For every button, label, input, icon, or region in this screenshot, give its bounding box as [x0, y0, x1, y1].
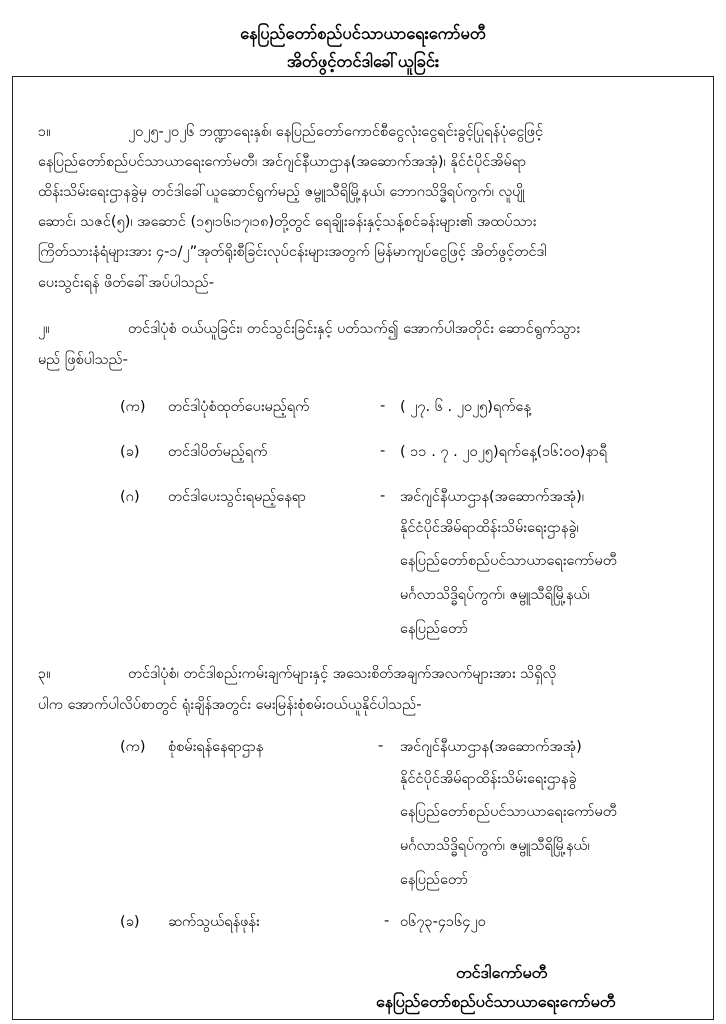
item-label: တင်ဒါပိတ်မည့်ရက် [168, 444, 268, 460]
item-value: အင်ဂျင်နီယာဌာန(အဆောက်အအုံ) [400, 739, 582, 755]
item-value: နေပြည်တော် [400, 872, 469, 888]
section-1-line: ထိန်းသိမ်းရေးဌာနခွဲမှ တင်ဒါခေါ်ယူဆောင်ရွက်မည့် ဇမ္ဗူသီရိမြို့နယ်၊ ဘောဂသိဒ္ဓိရပ်ကွက်၊ လူပျို [38, 184, 525, 200]
section-2-line: မည် ဖြစ်ပါသည်- [38, 352, 128, 368]
item-value: နေပြည်တော်စည်ပင်သာယာရေးကော်မတီ [400, 553, 617, 569]
item-dash: - [384, 913, 390, 929]
item-value: ၀၆၇၃-၄၁၆၄၂၀ [400, 914, 486, 930]
item-value: နိုင်ငံပိုင်အိမ်ရာထိန်းသိမ်းရေးဌာနခွဲ [400, 771, 577, 787]
item-marker: (ဂ) [120, 489, 140, 505]
section-1-line: ပေးသွင်းရန် ဖိတ်ခေါ်အပ်ပါသည်- [38, 275, 215, 291]
item-value: မင်္ဂလာသိဒ္ဓိရပ်ကွက်၊ ဇမ္ဗူသီရိမြို့နယ်၊ [400, 838, 590, 854]
page-title: နေပြည်တော်စည်ပင်သာယာရေးကော်မတီ [240, 24, 486, 43]
item-dash: - [380, 443, 386, 459]
item-label: တင်ဒါပေးသွင်းရမည့်နေရာ [168, 489, 307, 505]
item-dash: - [378, 738, 384, 754]
item-value: အင်ဂျင်နီယာဌာန(အဆောက်အအုံ)၊ [400, 489, 585, 505]
section-1-line: ၂၀၂၅-၂၀၂၆ ဘဏ္ဍာရေးနှစ်၊ နေပြည်တော်ကောင်စီငွေလုံးငွေရင်းခွင့်ပြုရန်ပုံငွေဖြင့် [128, 124, 544, 140]
signature-committee: တင်ဒါကော်မတီ [456, 963, 548, 982]
signature-organization: နေပြည်တော်စည်ပင်သာယာရေးကော်မတီ [376, 992, 616, 1011]
item-value: နေပြည်တော် [400, 621, 469, 637]
page-subtitle: အိတ်ဖွင့်တင်ဒါခေါ်ယူခြင်း [286, 52, 440, 71]
item-value: မင်္ဂလာသိဒ္ဓိရပ်ကွက်၊ ဇမ္ဗူသီရိမြို့နယ်၊ [400, 587, 590, 603]
item-marker: (ခ) [120, 914, 140, 930]
section-1-line: ကြိတ်သားနံရံများအား ၄-၁/၂”အုတ်ရိုးစီခြင်းလုပ်ငန်းများအတွက် မြန်မာကျပ်ငွေဖြင့် အိတ်ဖွင့်တင်ဒါ [38, 244, 547, 260]
item-marker: (ခ) [120, 444, 140, 460]
section-3-line: တင်ဒါပုံစံ၊ တင်ဒါစည်းကမ်းချက်များနှင့် အသေးစိတ်အချက်အလက်များအား သိရှိလို [128, 666, 557, 682]
section-1-line: နေပြည်တော်စည်ပင်သာယာရေးကော်မတီ၊ အင်ဂျင်နီယာဌာန(အဆောက်အအုံ)၊ နိုင်ငံပိုင်အိမ်ရာ [38, 154, 527, 170]
item-value: နိုင်ငံပိုင်အိမ်ရာထိန်းသိမ်းရေးဌာနခွဲ၊ [400, 520, 579, 536]
section-1-line: ဆောင်၊ သဇင်(၅)၊ အဆောင် (၁၅၊၁၆၊၁၇၊၁၈)တို့တွင် ရေချိုးခန်းနှင့်သန့်စင်ခန်းများ၏ အထပ်သား [38, 214, 537, 230]
section-2-number: ၂။ [38, 321, 50, 337]
section-1-number: ၁။ [38, 124, 51, 140]
item-dash: - [380, 488, 386, 504]
item-value: ( ၁၁ . ၇ . ၂၀၂၅)ရက်နေ့(၁၆:၀၀)နာရီ [400, 444, 608, 460]
section-2-line: တင်ဒါပုံစံ ဝယ်ယူခြင်း၊ တင်သွင်းခြင်းနှင့် ပတ်သက်၍ အောက်ပါအတိုင်း ဆောင်ရွက်သွား [128, 321, 580, 337]
section-3-line: ပါက အောက်ပါလိပ်စာတွင် ရုံးချိန်အတွင်း မေးမြန်းစုံစမ်းဝယ်ယူနိုင်ပါသည်- [38, 697, 422, 713]
item-marker: (က) [120, 399, 146, 415]
item-dash: - [380, 398, 386, 414]
section-3-number: ၃။ [38, 666, 51, 682]
item-value: ( ၂၇. ၆ . ၂၀၂၅)ရက်နေ့ [400, 399, 531, 415]
item-label: စုံစမ်းရန်နေရာဌာန [168, 739, 264, 755]
item-label: ဆက်သွယ်ရန်ဖုန်း [168, 914, 260, 930]
item-marker: (က) [120, 739, 146, 755]
item-label: တင်ဒါပုံစံထုတ်ပေးမည့်ရက် [168, 399, 310, 415]
item-value: နေပြည်တော်စည်ပင်သာယာရေးကော်မတီ [400, 804, 617, 820]
